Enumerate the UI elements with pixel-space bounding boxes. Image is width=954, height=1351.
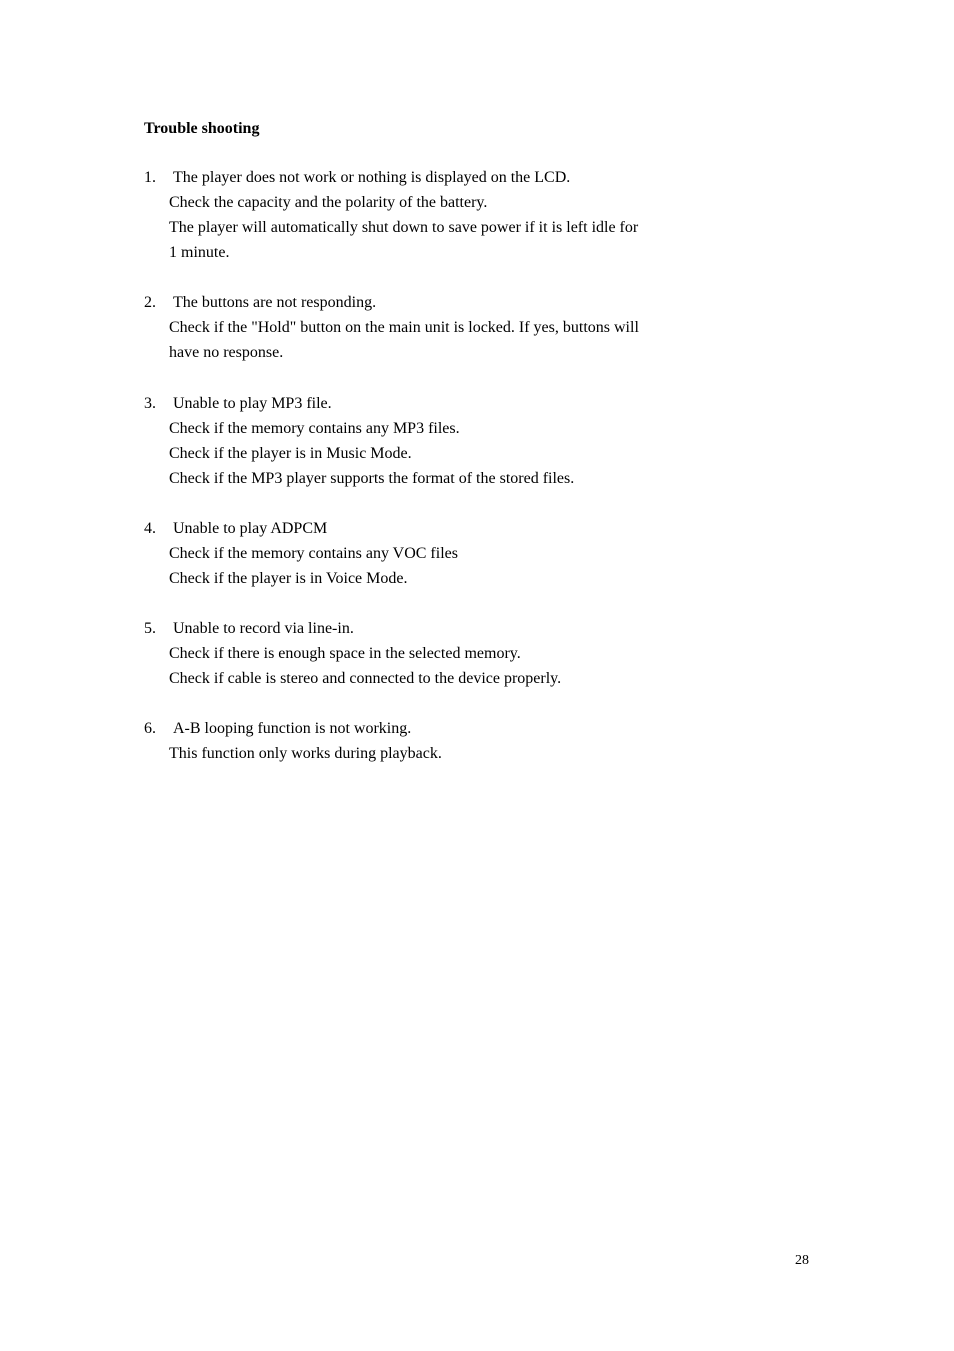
item-number: 2. [144, 294, 156, 311]
item-detail: Check if cable is stereo and connected to the device properly. [169, 670, 562, 687]
item-title: The buttons are not responding. [173, 294, 377, 311]
item-number: 4. [144, 520, 156, 537]
item-number: 6. [144, 720, 156, 737]
item-title-line [144, 616, 704, 641]
item-title-line [144, 165, 704, 190]
item-title: Unable to play ADPCM [173, 520, 328, 537]
item-detail: Check the capacity and the polarity of the battery. [169, 194, 488, 211]
item-title-line [144, 290, 704, 315]
item-detail: The player will automatically shut down to save power if it is left idle for [169, 219, 639, 236]
troubleshoot-item-2 [144, 290, 704, 365]
troubleshoot-item-3 [144, 391, 704, 491]
item-title-line [144, 516, 704, 541]
item-title-line [144, 391, 704, 416]
item-title-line [144, 716, 704, 741]
item-detail: Check if the MP3 player supports the format of the stored files. [169, 470, 575, 487]
troubleshoot-item-4 [144, 516, 704, 591]
item-detail: have no response. [169, 344, 284, 361]
troubleshoot-item-6 [144, 716, 704, 766]
item-number: 3. [144, 395, 156, 412]
troubleshoot-item-1 [144, 165, 704, 265]
item-detail: This function only works during playback. [169, 745, 442, 762]
page-number: 28 [795, 1253, 809, 1268]
item-detail: Check if there is enough space in the selected memory. [169, 645, 521, 662]
item-detail: Check if the player is in Voice Mode. [169, 570, 408, 587]
item-number: 5. [144, 620, 156, 637]
item-detail: Check if the player is in Music Mode. [169, 445, 412, 462]
troubleshoot-item-5 [144, 616, 704, 691]
section-heading: Trouble shooting [144, 120, 260, 137]
item-title: A-B looping function is not working. [173, 720, 412, 737]
item-detail: Check if the "Hold" button on the main unit is locked. If yes, buttons will [169, 319, 639, 336]
item-detail: Check if the memory contains any VOC files [169, 545, 458, 562]
item-title: Unable to record via line-in. [173, 620, 354, 637]
item-detail: Check if the memory contains any MP3 files. [169, 420, 460, 437]
item-title: Unable to play MP3 file. [173, 395, 332, 412]
item-detail: 1 minute. [169, 244, 230, 261]
item-title: The player does not work or nothing is displayed on the LCD. [173, 169, 571, 186]
item-number: 1. [144, 169, 156, 186]
